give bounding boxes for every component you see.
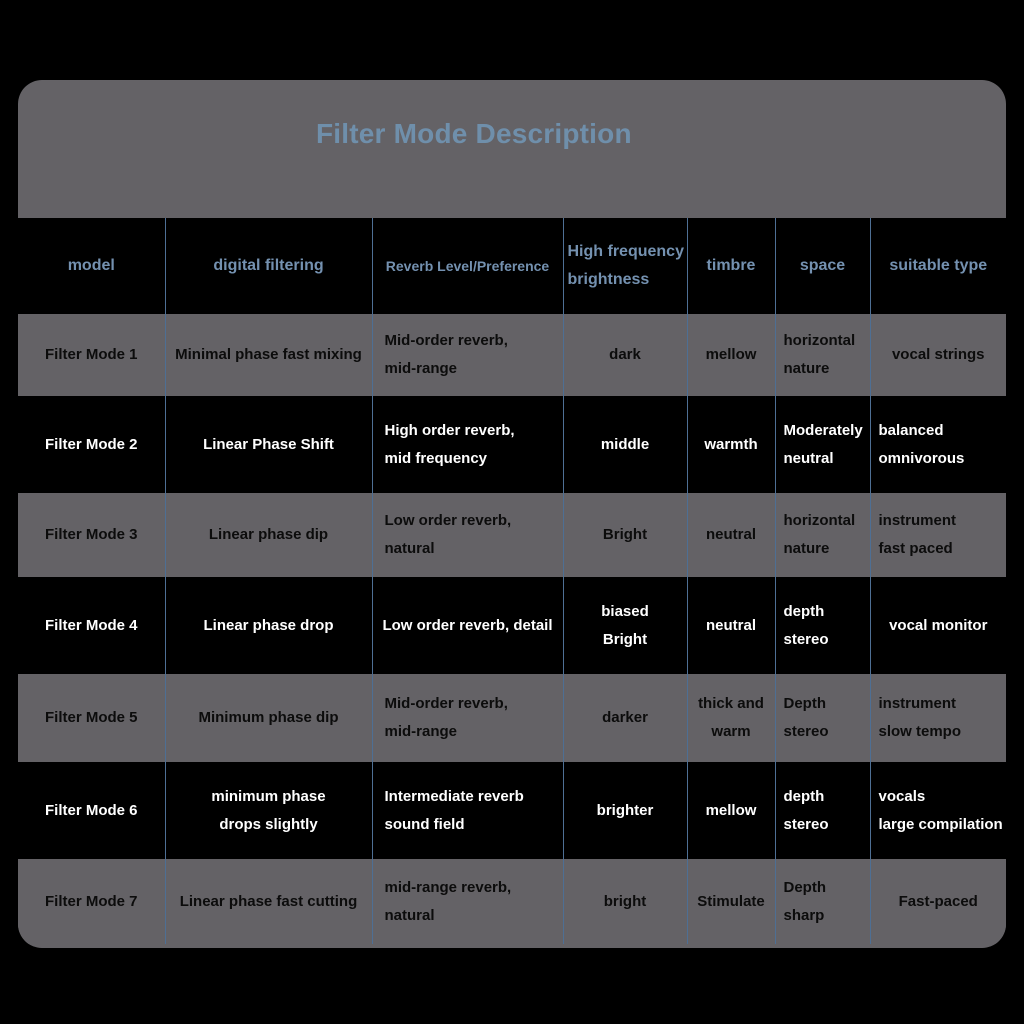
table-row bbox=[18, 314, 1006, 396]
cell-model: Filter Mode 7 bbox=[18, 859, 165, 944]
cell-model: Filter Mode 4 bbox=[18, 577, 165, 674]
cell-space: Moderately neutral bbox=[775, 396, 870, 493]
cell-timbre: neutral bbox=[687, 577, 775, 674]
cell-model: Filter Mode 2 bbox=[18, 396, 165, 493]
table-row bbox=[18, 577, 1006, 674]
header-suitable-type: suitable type bbox=[870, 218, 1006, 314]
table-header-row bbox=[18, 218, 1006, 314]
page-title: Filter Mode Description bbox=[316, 118, 632, 149]
top-left-decoration bbox=[0, 30, 196, 50]
cell-timbre: neutral bbox=[687, 493, 775, 577]
header-digital-filtering: digital filtering bbox=[165, 218, 372, 314]
table-row bbox=[18, 493, 1006, 577]
header-timbre: timbre bbox=[687, 218, 775, 314]
cell-timbre: thick and warm bbox=[687, 674, 775, 762]
cell-brightness: dark bbox=[563, 314, 687, 396]
table-row bbox=[18, 762, 1006, 859]
cell-space: Depth stereo bbox=[775, 674, 870, 762]
cell-reverb-level: Mid-order reverb, mid-range bbox=[372, 674, 563, 762]
cell-brightness: brighter bbox=[563, 762, 687, 859]
cell-digital-filtering: Linear Phase Shift bbox=[165, 396, 372, 493]
cell-space: horizontal nature bbox=[775, 493, 870, 577]
title-area bbox=[18, 80, 1006, 218]
cell-reverb-level: Low order reverb, natural bbox=[372, 493, 563, 577]
cell-model: Filter Mode 3 bbox=[18, 493, 165, 577]
cell-model: Filter Mode 6 bbox=[18, 762, 165, 859]
cell-suitable-type: vocal strings bbox=[870, 314, 1006, 396]
cell-space: Depth sharp bbox=[775, 859, 870, 944]
cell-brightness: biased Bright bbox=[563, 577, 687, 674]
table-row bbox=[18, 396, 1006, 493]
header-reverb-level: Reverb Level/Preference bbox=[372, 218, 563, 314]
table-row bbox=[18, 674, 1006, 762]
cell-digital-filtering: Minimum phase dip bbox=[165, 674, 372, 762]
cell-suitable-type: instrument fast paced bbox=[870, 493, 1006, 577]
cell-digital-filtering: Minimal phase fast mixing bbox=[165, 314, 372, 396]
cell-reverb-level: Low order reverb, detail bbox=[372, 577, 563, 674]
cell-space: horizontal nature bbox=[775, 314, 870, 396]
cell-brightness: darker bbox=[563, 674, 687, 762]
cell-timbre: warmth bbox=[687, 396, 775, 493]
cell-suitable-type: balanced omnivorous bbox=[870, 396, 1006, 493]
cell-digital-filtering: Linear phase dip bbox=[165, 493, 372, 577]
cell-digital-filtering: minimum phase drops slightly bbox=[165, 762, 372, 859]
cell-digital-filtering: Linear phase drop bbox=[165, 577, 372, 674]
cell-digital-filtering: Linear phase fast cutting bbox=[165, 859, 372, 944]
cell-brightness: Bright bbox=[563, 493, 687, 577]
header-model: model bbox=[18, 218, 165, 314]
cell-suitable-type: Fast-paced bbox=[870, 859, 1006, 944]
header-high-frequency-brightness: High frequency brightness bbox=[563, 218, 687, 314]
cell-brightness: bright bbox=[563, 859, 687, 944]
cell-reverb-level: High order reverb, mid frequency bbox=[372, 396, 563, 493]
cell-brightness: middle bbox=[563, 396, 687, 493]
table-row bbox=[18, 859, 1006, 944]
cell-model: Filter Mode 5 bbox=[18, 674, 165, 762]
header-space: space bbox=[775, 218, 870, 314]
cell-timbre: Stimulate bbox=[687, 859, 775, 944]
cell-model: Filter Mode 1 bbox=[18, 314, 165, 396]
cell-suitable-type: instrument slow tempo bbox=[870, 674, 1006, 762]
filter-mode-table bbox=[18, 218, 1006, 944]
cell-reverb-level: mid-range reverb, natural bbox=[372, 859, 563, 944]
cell-suitable-type: vocal monitor bbox=[870, 577, 1006, 674]
cell-timbre: mellow bbox=[687, 314, 775, 396]
cell-space: depth stereo bbox=[775, 577, 870, 674]
filter-mode-panel bbox=[18, 80, 1006, 948]
cell-suitable-type: vocals large compilation bbox=[870, 762, 1006, 859]
cell-reverb-level: Intermediate reverb sound field bbox=[372, 762, 563, 859]
left-edge-decoration bbox=[0, 30, 16, 220]
cell-reverb-level: Mid-order reverb, mid-range bbox=[372, 314, 563, 396]
cell-timbre: mellow bbox=[687, 762, 775, 859]
cell-space: depth stereo bbox=[775, 762, 870, 859]
